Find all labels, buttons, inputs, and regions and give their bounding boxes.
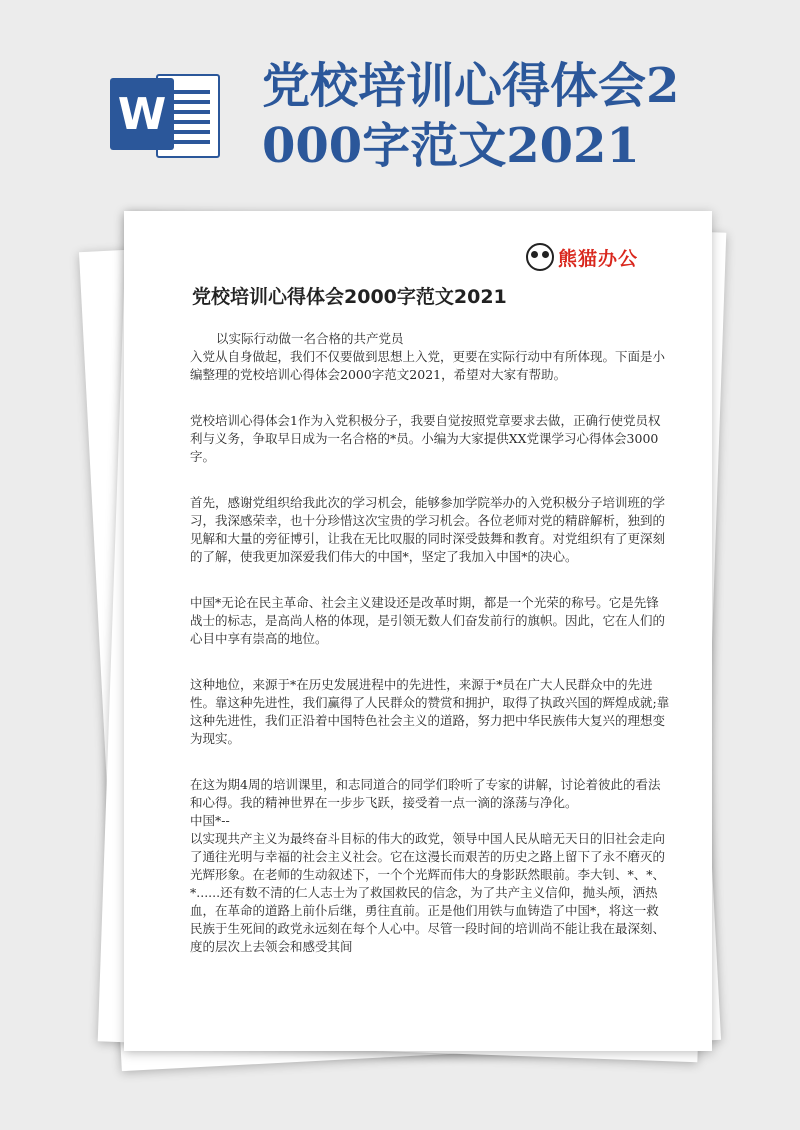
paragraph: 党校培训心得体会1作为入党积极分子，我要自觉按照党章要求去做，正确行使党员权利与义务，争取早日成为一名合格的*员。小编为大家提供XX党课学习心得体会3000字。 [190,413,661,464]
brand-logo-text: 熊猫办公 [558,247,639,270]
document-title: 党校培训心得体会2000字范文2021 [192,286,507,308]
paragraph: 中国*-- [190,813,230,828]
paragraph: 在这为期4周的培训课里，和志同道合的同学们聆听了专家的讲解，讨论着彼此的看法和心得。我的精神世界在一步步飞跃，接受着一点一滴的涤荡与净化。 [190,777,661,810]
paragraph: 以实现共产主义为最终奋斗目标的伟大的政党，领导中国人民从暗无天日的旧社会走向了通往光明与幸福的社会主义社会。它在这漫长而艰苦的历史之路上留下了永不磨灭的光辉形象。在老师的生动叙述下，一个个光辉而伟大的身影跃然眼前。李大钊、*、*、*......还有数不清的仁人志士为了救国救民的信念，为了共产主义信仰，抛头颅，洒热血，在革命的道路上前仆后继，勇往直前。正是他们用铁与血铸造了中国*，将这一救民族于生死间的政党永远刻在每个人心中。尽管一段时间的培训尚不能让我在最深刻、度的层次上去领会和感受其间 [190,831,666,954]
page-title: 党校培训心得体会2000字范文2021 [262,58,680,174]
word-document-icon [110,68,220,160]
paragraph: 首先，感谢党组织给我此次的学习机会，能够参加学院举办的入党积极分子培训班的学习，我深感荣幸，也十分珍惜这次宝贵的学习机会。各位老师对党的精辟解析，独到的见解和大量的旁征博引，让我在无比叹服的同时深受鼓舞和教育。对党组织有了更深刻的了解，使我更加深爱我们伟大的中国*，坚定了我加入中国*的决心。 [190,495,666,564]
paragraph: 这种地位，来源于*在历史发展进程中的先进性，来源于*员在广大人民群众中的先进性。靠这种先进性，我们赢得了人民群众的赞赏和拥护，取得了执政兴国的辉煌成就;靠这种先进性，我们正沿着中国特色社会主义的道路，努力把中华民族伟大复兴的理想变为现实。 [190,677,670,746]
paragraph: 以实际行动做一名合格的共产党员 [216,331,404,346]
document-body [190,330,670,956]
paragraph: 入党从自身做起，我们不仅要做到思想上入党，更要在实际行动中有所体现。下面是小编整理的党校培训心得体会2000字范文2021，希望对大家有帮助。 [190,349,666,382]
brand-logo [526,243,638,271]
paragraph: 中国*无论在民主革命、社会主义建设还是改革时期，都是一个光荣的称号。它是先锋战士的标志，是高尚人格的体现，是引领无数人们奋发前行的旗帜。因此，它在人们的心目中享有崇高的地位。 [190,595,666,646]
panda-icon [526,243,554,271]
word-badge: W [110,78,174,150]
